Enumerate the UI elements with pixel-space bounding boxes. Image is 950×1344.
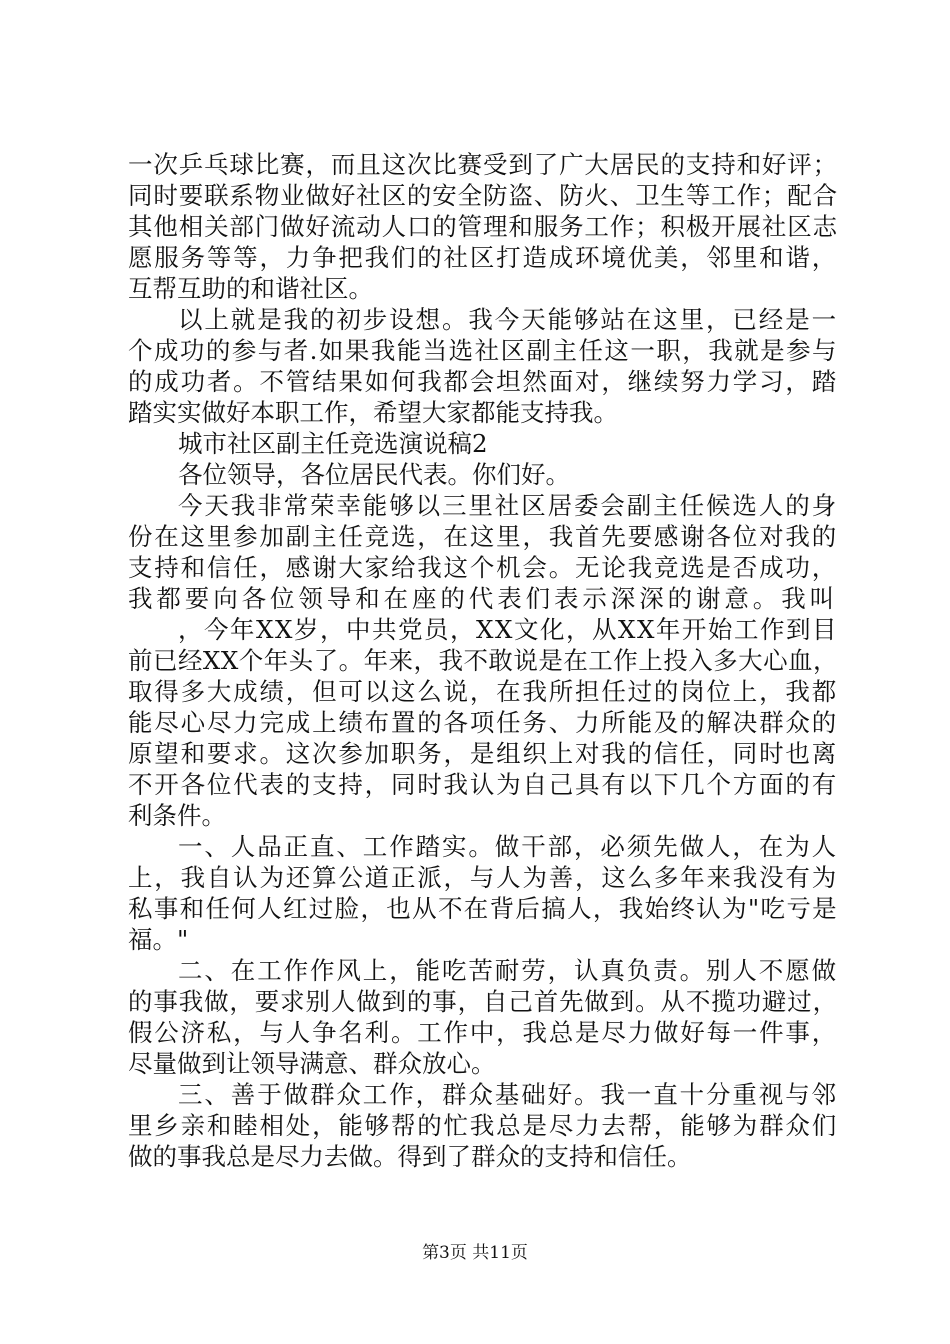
text-line: 踏实实做好本职工作，希望大家都能支持我。 — [128, 398, 618, 427]
text-line: 个成功的参与者.如果我能当选社区副主任这一职，我就是参与 — [128, 336, 838, 365]
text-line: 的事我做，要求别人做到的事，自己首先做到。从不揽功避过， — [128, 987, 838, 1016]
text-line: 三、善于做群众工作，群众基础好。我一直十分重视与邻 — [178, 1080, 838, 1109]
text-line: 尽量做到让领导满意、群众放心。 — [128, 1049, 496, 1078]
text-line: 上，我自认为还算公道正派，与人为善，这么多年来我没有为 — [128, 863, 838, 892]
body-text — [128, 149, 838, 1172]
text-line: 做的事我总是尽力去做。得到了群众的支持和信任。 — [128, 1142, 692, 1171]
page-footer: 第3页 共11页 — [422, 1243, 528, 1263]
text-line: 今天我非常荣幸能够以三里社区居委会副主任候选人的身 — [178, 491, 838, 520]
text-line: 里乡亲和睦相处，能够帮的忙我总是尽力去帮，能够为群众们 — [128, 1111, 838, 1140]
text-line: 我都要向各位领导和在座的代表们表示深深的谢意。我叫 — [128, 584, 838, 613]
text-line: 支持和信任，感谢大家给我这个机会。无论我竞选是否成功， — [128, 553, 838, 582]
text-line: ，今年XX岁，中共党员，XX文化，从XX年开始工作到目 — [178, 615, 838, 644]
text-line: 私事和任何人红过脸，也从不在背后搞人，我始终认为"吃亏是 — [128, 894, 838, 923]
text-line: 愿服务等等，力争把我们的社区打造成环境优美，邻里和谐， — [128, 243, 838, 272]
text-line: 一次乒乓球比赛，而且这次比赛受到了广大居民的支持和好评； — [128, 150, 838, 179]
text-line: 其他相关部门做好流动人口的管理和服务工作；积极开展社区志 — [128, 212, 838, 241]
text-line: 一、人品正直、工作踏实。做干部，必须先做人，在为人 — [178, 832, 838, 861]
text-line: 不开各位代表的支持，同时我认为自己具有以下几个方面的有 — [128, 770, 838, 799]
text-line: 各位领导，各位居民代表。你们好。 — [178, 460, 570, 489]
text-line: 利条件。 — [128, 801, 226, 830]
text-line: 以上就是我的初步设想。我今天能够站在这里，已经是一 — [178, 305, 838, 334]
text-line: 城市社区副主任竞选演说稿2 — [178, 429, 488, 458]
text-line: 同时要联系物业做好社区的安全防盗、防火、卫生等工作；配合 — [128, 181, 838, 210]
text-line: 份在这里参加副主任竞选，在这里，我首先要感谢各位对我的 — [128, 522, 838, 551]
text-line: 互帮互助的和谐社区。 — [128, 274, 373, 303]
text-line: 福。" — [128, 925, 189, 954]
text-line: 假公济私，与人争名利。工作中，我总是尽力做好每一件事， — [128, 1018, 838, 1047]
text-line: 的成功者。不管结果如何我都会坦然面对，继续努力学习，踏 — [128, 367, 838, 396]
text-line: 能尽心尽力完成上绩布置的各项任务、力所能及的解决群众的 — [128, 708, 838, 737]
text-line: 前已经XX个年头了。年来，我不敢说是在工作上投入多大心血， — [128, 646, 838, 675]
text-line: 二、在工作作风上，能吃苦耐劳，认真负责。别人不愿做 — [178, 956, 838, 985]
text-line: 取得多大成绩，但可以这么说，在我所担任过的岗位上，我都 — [128, 677, 838, 706]
text-line: 原望和要求。这次参加职务，是组织上对我的信任，同时也离 — [128, 739, 838, 768]
